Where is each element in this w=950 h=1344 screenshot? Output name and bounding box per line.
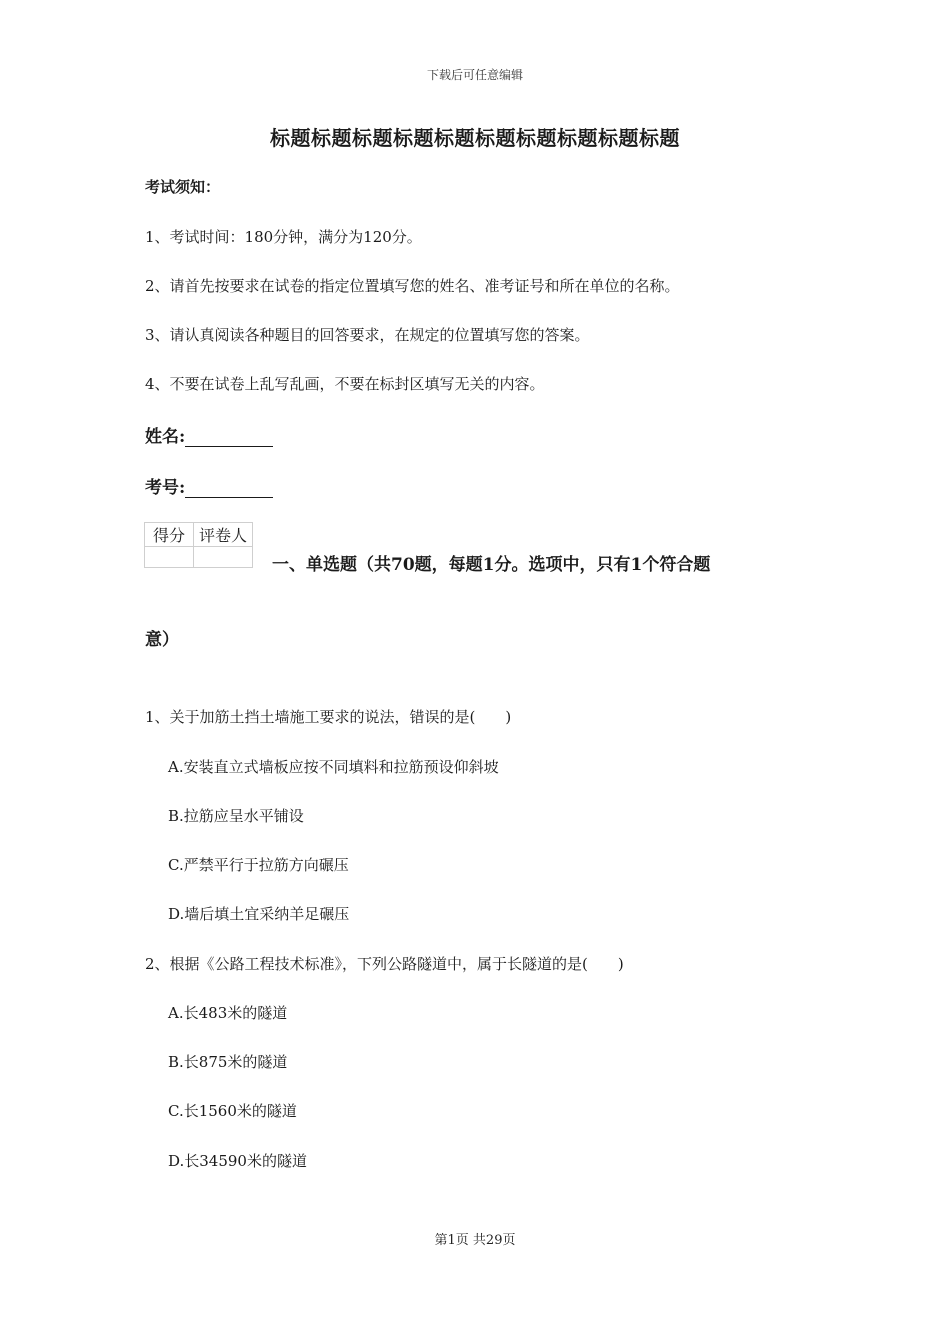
exam-id-field bbox=[145, 473, 273, 498]
question-stem: 2、根据《公路工程技术标准》，下列公路隧道中，属于长隧道的是( ) bbox=[145, 955, 624, 973]
section-heading: 一、单选题（共70题，每题1分。选项中，只有1个符合题 bbox=[272, 555, 711, 575]
exam-id-blank-line[interactable] bbox=[185, 479, 273, 498]
notice-item: 2、请首先按要求在试卷的指定位置填写您的姓名、准考证号和所在单位的名称。 bbox=[145, 277, 680, 295]
score-table bbox=[144, 522, 253, 568]
question-option: A.安装直立式墙板应按不同填料和拉筋预设仰斜坡 bbox=[168, 758, 499, 776]
grader-header: 评卷人 bbox=[194, 523, 253, 547]
question-option: D.墙后填土宜采纳羊足碾压 bbox=[168, 905, 350, 923]
name-label: 姓名: bbox=[145, 427, 186, 447]
name-field bbox=[145, 422, 273, 447]
grader-cell bbox=[194, 547, 253, 568]
notice-item: 4、不要在试卷上乱写乱画，不要在标封区填写无关的内容。 bbox=[145, 375, 545, 393]
question-option: D.长34590米的隧道 bbox=[168, 1152, 307, 1170]
question-option: B.拉筋应呈水平铺设 bbox=[168, 807, 304, 825]
question-option: C.长1560米的隧道 bbox=[168, 1102, 297, 1120]
name-blank-line[interactable] bbox=[185, 428, 273, 447]
notice-item: 3、请认真阅读各种题目的回答要求，在规定的位置填写您的答案。 bbox=[145, 326, 590, 344]
notice-heading: 考试须知： bbox=[145, 178, 221, 196]
question-stem: 1、关于加筋土挡土墙施工要求的说法，错误的是( ) bbox=[145, 708, 512, 726]
exam-id-label: 考号: bbox=[145, 478, 186, 498]
question-option: C.严禁平行于拉筋方向碾压 bbox=[168, 856, 349, 874]
question-option: B.长875米的隧道 bbox=[168, 1053, 288, 1071]
page-header: 下载后可任意编辑 bbox=[426, 68, 523, 82]
score-header: 得分 bbox=[145, 523, 194, 547]
page-footer: 第1页 共29页 bbox=[434, 1233, 516, 1248]
question-option: A.长483米的隧道 bbox=[168, 1004, 288, 1022]
notice-item: 1、考试时间：180分钟，满分为120分。 bbox=[145, 228, 422, 246]
score-cell bbox=[145, 547, 194, 568]
section-heading-continued: 意） bbox=[145, 630, 179, 650]
document-title: 标题标题标题标题标题标题标题标题标题标题 bbox=[270, 126, 680, 150]
